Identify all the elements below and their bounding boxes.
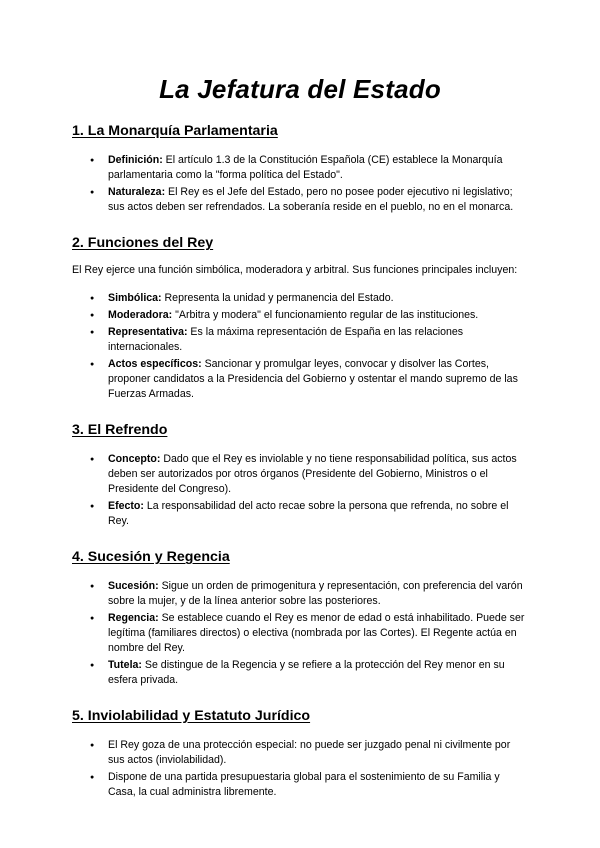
list-item: [108, 452, 528, 497]
section-monarquia: [72, 122, 528, 215]
section-heading: 2. Funciones del Rey: [72, 235, 214, 251]
item-text: Es la máxima representación de España en las relaciones internacionales.: [108, 326, 464, 353]
list-item: [108, 770, 528, 800]
section-heading: 3. El Refrendo: [72, 422, 168, 438]
section-heading: 1. La Monarquía Parlamentaria: [72, 123, 278, 139]
list-item: [108, 153, 528, 183]
list-item: [108, 658, 528, 688]
section-heading: 4. Sucesión y Regencia: [72, 549, 230, 565]
item-label: Representativa:: [108, 326, 188, 338]
section-refrendo: [72, 421, 528, 529]
section-intro: El Rey ejerce una función simbólica, moderadora y arbitral. Sus funciones principales incluyen:: [72, 264, 518, 276]
item-label: Definición:: [108, 154, 163, 166]
bullet-list: [72, 738, 528, 800]
item-label: Tutela:: [108, 659, 142, 671]
item-text: Se distingue de la Regencia y se refiere a la protección del Rey menor en su esfera privada.: [108, 659, 505, 686]
list-item: [108, 308, 528, 323]
list-item: [108, 499, 528, 529]
item-text: La responsabilidad del acto recae sobre la persona que refrenda, no sobre el Rey.: [108, 500, 509, 527]
list-item: [108, 357, 528, 402]
item-label: Efecto:: [108, 500, 144, 512]
item-label: Actos específicos:: [108, 358, 202, 370]
list-item: [108, 185, 528, 215]
section-sucesion: [72, 548, 528, 688]
list-item: [108, 738, 528, 768]
list-item: [108, 325, 528, 355]
list-item: [108, 611, 528, 656]
item-text: Dispone de una partida presupuestaria global para el sostenimiento de su Familia y Casa, la cual administra libremente.: [108, 771, 500, 798]
item-text: El artículo 1.3 de la Constitución Española (CE) establece la Monarquía parlamentaria como la "forma política del Estado".: [108, 154, 503, 181]
item-text: "Arbitra y modera" el funcionamiento regular de las instituciones.: [172, 309, 479, 321]
item-label: Concepto:: [108, 453, 161, 465]
bullet-list: [72, 153, 528, 215]
item-text: Dado que el Rey es inviolable y no tiene responsabilidad política, sus actos deben ser autorizados por otros órganos (Presidente del Gobierno, Ministros o el Presidente del Congreso).: [108, 453, 517, 495]
section-funciones: [72, 234, 528, 402]
bullet-list: [72, 579, 528, 688]
section-inviolabilidad: [72, 707, 528, 800]
bullet-list: [72, 452, 528, 529]
list-item: [108, 291, 528, 306]
item-label: Naturaleza:: [108, 186, 166, 198]
item-label: Simbólica:: [108, 292, 162, 304]
bullet-list: [72, 291, 528, 402]
list-item: [108, 579, 528, 609]
item-text: Sigue un orden de primogenitura y representación, con preferencia del varón sobre la mujer, y de la línea anterior sobre las posteriores.: [108, 580, 523, 607]
item-text: El Rey goza de una protección especial: no puede ser juzgado penal ni civilmente por sus actos (inviolabilidad).: [108, 739, 511, 766]
item-label: Moderadora:: [108, 309, 173, 321]
item-text: Sancionar y promulgar leyes, convocar y disolver las Cortes, proponer candidatos a la Presidencia del Gobierno y ostentar el mando supremo de las Fuerzas Armadas.: [108, 358, 518, 400]
item-text: Se establece cuando el Rey es menor de edad o está inhabilitado. Puede ser legítima (familiares directos) o electiva (nombrada por las Cortes). El Regente actúa en nombre del Rey.: [108, 612, 525, 654]
section-heading: 5. Inviolabilidad y Estatuto Jurídico: [72, 708, 311, 724]
item-text: Representa la unidad y permanencia del Estado.: [161, 292, 394, 304]
item-label: Sucesión:: [108, 580, 159, 592]
item-text: El Rey es el Jefe del Estado, pero no posee poder ejecutivo ni legislativo; sus actos deben ser refrendados. La soberanía reside en el pueblo, no en el monarca.: [108, 186, 514, 213]
item-label: Regencia:: [108, 612, 159, 624]
page-title: La Jefatura del Estado: [159, 74, 441, 104]
